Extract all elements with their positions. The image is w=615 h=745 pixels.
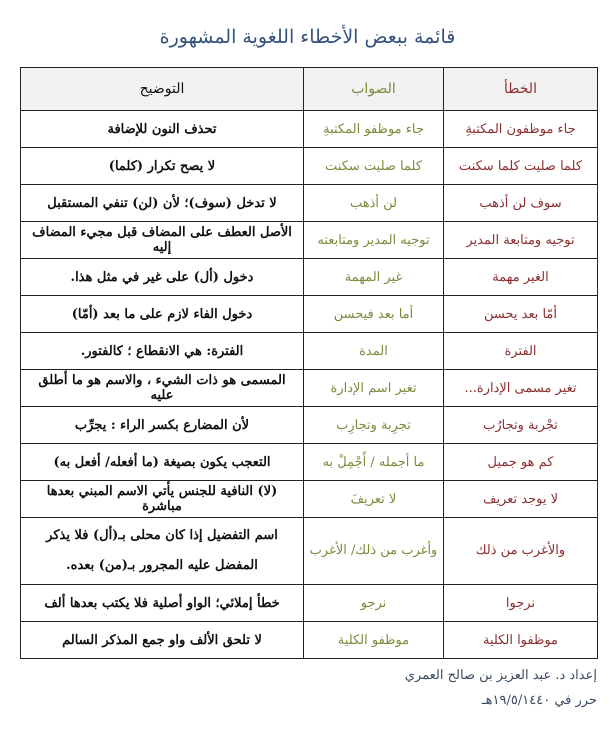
cell-error: نرجوا [444, 585, 598, 622]
table-row [21, 185, 598, 222]
header-explanation: التوضيح [21, 68, 304, 111]
cell-error: لا يوجد تعريف [444, 481, 598, 518]
table-row [21, 296, 598, 333]
cell-correct: جاء موظفو المكتبةِ [304, 111, 444, 148]
table-row [21, 518, 598, 585]
cell-correct: أما بعد فيحسن [304, 296, 444, 333]
cell-explanation: تحذف النون للإضافة [21, 111, 304, 148]
table-row [21, 585, 598, 622]
cell-error: كلما صليت كلما سكنت [444, 148, 598, 185]
cell-explanation: لا يصح تكرار (كلما) [21, 148, 304, 185]
cell-error: موظفوا الكلية [444, 622, 598, 659]
cell-explanation: المسمى هو ذات الشيء ، والاسم هو ما أطلق عليه [21, 370, 304, 407]
header-error: الخطأ [444, 68, 598, 111]
cell-correct: غير المهمة [304, 259, 444, 296]
cell-error: سوف لن أذهب [444, 185, 598, 222]
cell-correct: توجيه المدير ومتابعته [304, 222, 444, 259]
cell-error: الفترة [444, 333, 598, 370]
cell-correct: لن أذهب [304, 185, 444, 222]
cell-correct: كلما صليت سكنت [304, 148, 444, 185]
table-row [21, 444, 598, 481]
cell-explanation: التعجب يكون بصيغة (ما أفعله/ أفعل به) [21, 444, 304, 481]
table-row [21, 148, 598, 185]
errors-table [20, 67, 598, 659]
cell-error: جاء موظفون المكتبةِ [444, 111, 598, 148]
table-row [21, 333, 598, 370]
cell-correct: تغير اسم الإدارة [304, 370, 444, 407]
cell-error: كم هو جميل [444, 444, 598, 481]
cell-explanation: لا تدخل (سوف)؛ لأن (لن) تنفي المستقبل [21, 185, 304, 222]
cell-correct: المدة [304, 333, 444, 370]
page-title: قائمة ببعض الأخطاء اللغوية المشهورة [159, 26, 456, 48]
cell-error: الغير مهمة [444, 259, 598, 296]
cell-explanation: اسم التفضيل إذا كان محلى بـ(أل) فلا يذكر المفضل عليه المجرور بـ(من) بعده. [21, 518, 304, 585]
cell-correct: نرجو [304, 585, 444, 622]
cell-explanation: الأصل العطف على المضاف قبل مجيء المضاف إليه [21, 222, 304, 259]
table-row [21, 370, 598, 407]
cell-explanation: الفترة: هي الانقطاع ؛ كالفتور. [21, 333, 304, 370]
cell-explanation: دخول (أل) على غير في مثل هذا. [21, 259, 304, 296]
cell-explanation: خطأ إملائي؛ الواو أصلية فلا يكتب بعدها ألف [21, 585, 304, 622]
table-row [21, 222, 598, 259]
cell-error: أمّا بعد يحسن [444, 296, 598, 333]
date-note: حرر في ١٩/٥/١٤٤٠هـ [481, 693, 597, 708]
cell-error: تجْربة وتجارُب [444, 407, 598, 444]
cell-explanation: لا تلحق الألف واو جمع المذكر السالم [21, 622, 304, 659]
table-row [21, 407, 598, 444]
cell-error: توجيه ومتابعة المدير [444, 222, 598, 259]
table-row [21, 259, 598, 296]
cell-explanation: لأن المضارع بكسر الراء : يجرِّب [21, 407, 304, 444]
cell-correct: تجرِبة وتجارِب [304, 407, 444, 444]
author-credit: إعداد د. عبد العزيز بن صالح العمري [404, 668, 597, 683]
table-row [21, 111, 598, 148]
table-row [21, 622, 598, 659]
cell-correct: وأغرب من ذلك/ الأغرب [304, 518, 444, 585]
cell-correct: موظفو الكلية [304, 622, 444, 659]
cell-correct: لا تعريفَ [304, 481, 444, 518]
header-correct: الصواب [304, 68, 444, 111]
table-row [21, 481, 598, 518]
cell-correct: ما أجمله / أَجْمِلْ به [304, 444, 444, 481]
cell-explanation: (لا) النافية للجنس يأتي الاسم المبني بعدها مباشرة [21, 481, 304, 518]
cell-error: والأغرب من ذلك [444, 518, 598, 585]
table-header-row [21, 68, 598, 111]
cell-error: تغير مسمى الإدارة... [444, 370, 598, 407]
cell-explanation: دخول الفاء لازم على ما بعد (أمّا) [21, 296, 304, 333]
